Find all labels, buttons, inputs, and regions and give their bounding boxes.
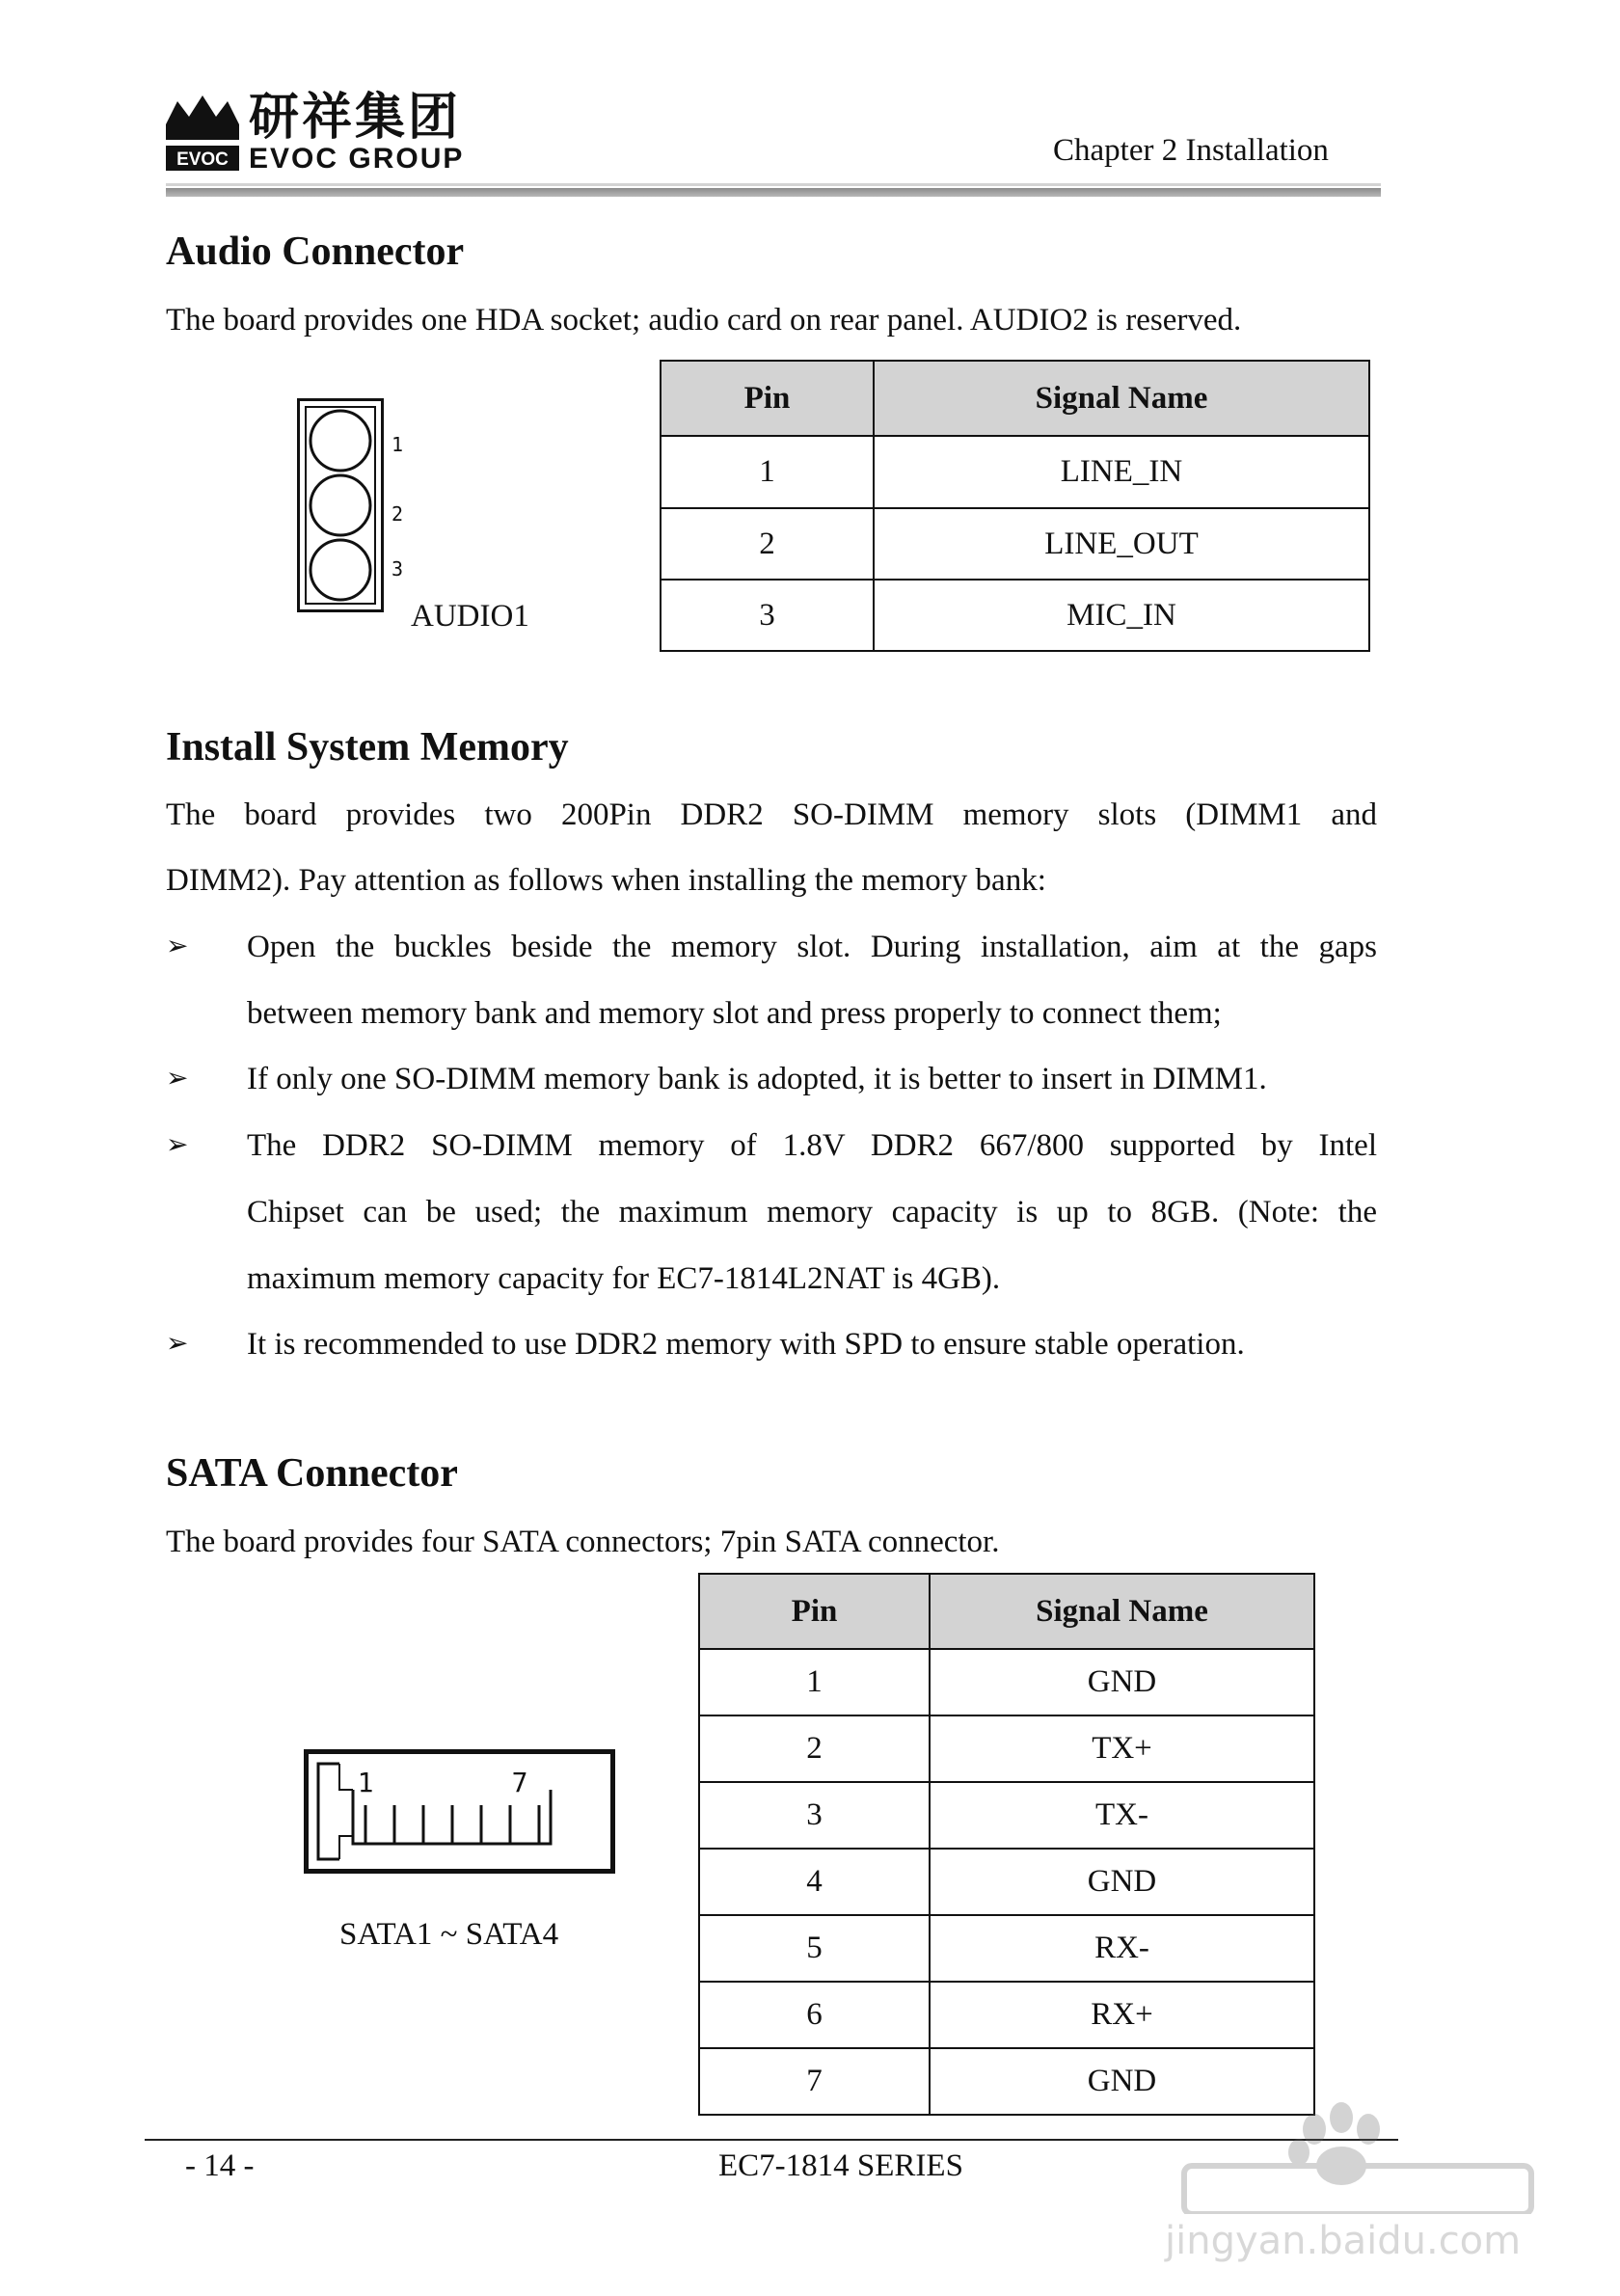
- audio-table-header-pin: Pin: [661, 361, 874, 436]
- audio-connector-diagram: [297, 398, 393, 612]
- memory-bullet1-line2: between memory bank and memory slot and press properly to connect them;: [247, 996, 1222, 1031]
- sata-pin-first-label: 1: [357, 1767, 374, 1798]
- sata-pin-cell: 2: [699, 1715, 930, 1782]
- table-row: [699, 1849, 1314, 1915]
- sata-signal-cell: TX-: [930, 1782, 1314, 1849]
- sata-signal-cell: RX-: [930, 1915, 1314, 1982]
- logo-chinese-name: 研祥集团: [249, 89, 462, 147]
- audio-signal-cell: LINE_IN: [874, 436, 1369, 508]
- memory-bullet3-line1: The DDR2 SO-DIMM memory of 1.8V DDR2 667/800 supported by Intel: [247, 1128, 1377, 1163]
- sata-table-header-signal: Signal Name: [930, 1574, 1314, 1649]
- sata-signal-cell: GND: [930, 2048, 1314, 2115]
- header-divider: [166, 183, 1381, 197]
- sata-pin-cell: 6: [699, 1982, 930, 2048]
- sata-pin-cell: 4: [699, 1849, 930, 1915]
- sata-connector-diagram: [304, 1749, 620, 1878]
- sata-signal-cell: GND: [930, 1649, 1314, 1715]
- sata-pin-table: [698, 1573, 1315, 2116]
- audio-pin-label-2: 2: [392, 502, 404, 526]
- watermark-text: jingyan.baidu.com: [1165, 2219, 1522, 2263]
- audio-pin-label-1: 1: [392, 433, 404, 456]
- table-row: [699, 1715, 1314, 1782]
- sata-pin-cell: 7: [699, 2048, 930, 2115]
- audio-signal-cell: LINE_OUT: [874, 508, 1369, 580]
- baidu-watermark: [1165, 2089, 1551, 2262]
- sata-pin-cell: 3: [699, 1782, 930, 1849]
- table-row: [661, 436, 1369, 508]
- audio-connector-label: AUDIO1: [411, 599, 529, 634]
- sata-pin-cell: 5: [699, 1915, 930, 1982]
- sata-pin-last-label: 7: [511, 1767, 528, 1798]
- page-number: - 14 -: [185, 2148, 255, 2183]
- audio-pin-cell: 2: [661, 508, 874, 580]
- logo-mark: EVOC: [176, 149, 229, 170]
- table-row: [661, 580, 1369, 651]
- sata-connector-label: SATA1 ~ SATA4: [339, 1917, 559, 1952]
- audio-pin-cell: 3: [661, 580, 874, 651]
- table-row: [661, 508, 1369, 580]
- sata-table-header-pin: Pin: [699, 1574, 930, 1649]
- table-row: [699, 1782, 1314, 1849]
- memory-bullet2-line1: If only one SO-DIMM memory bank is adopted, it is better to insert in DIMM1.: [247, 1062, 1267, 1096]
- audio-signal-cell: MIC_IN: [874, 580, 1369, 651]
- bullet-arrow-icon: ➢: [166, 1062, 189, 1094]
- memory-bullet3-line3: maximum memory capacity for EC7-1814L2NAT is 4GB).: [247, 1261, 1001, 1296]
- sata-signal-cell: RX+: [930, 1982, 1314, 2048]
- memory-intro-line1: The board provides two 200Pin DDR2 SO-DIMM memory slots (DIMM1 and: [166, 797, 1377, 832]
- sata-intro: The board provides four SATA connectors; 7pin SATA connector.: [166, 1525, 1000, 1559]
- audio-section-title: Audio Connector: [166, 230, 465, 274]
- memory-bullet1-line1: Open the buckles beside the memory slot. During installation, aim at the gaps: [247, 930, 1377, 964]
- memory-section-title: Install System Memory: [166, 725, 569, 770]
- memory-bullet3-line2: Chipset can be used; the maximum memory capacity is up to 8GB. (Note: the: [247, 1195, 1377, 1229]
- audio-pin-cell: 1: [661, 436, 874, 508]
- audio-pin-label-3: 3: [392, 557, 404, 581]
- audio-table-header-signal: Signal Name: [874, 361, 1369, 436]
- audio-intro: The board provides one HDA socket; audio card on rear panel. AUDIO2 is reserved.: [166, 303, 1242, 338]
- chapter-title: Chapter 2 Installation: [1053, 133, 1329, 168]
- bullet-arrow-icon: ➢: [166, 930, 189, 961]
- logo-english-name: EVOC GROUP: [249, 143, 465, 175]
- paw-icon: [1165, 2089, 1551, 2214]
- sata-pin-cell: 1: [699, 1649, 930, 1715]
- memory-bullet4-line1: It is recommended to use DDR2 memory with SPD to ensure stable operation.: [247, 1327, 1245, 1362]
- bullet-arrow-icon: ➢: [166, 1327, 189, 1359]
- sata-signal-cell: TX+: [930, 1715, 1314, 1782]
- table-row: [699, 1915, 1314, 1982]
- evoc-logo: [166, 95, 239, 171]
- table-row: [699, 1982, 1314, 2048]
- sata-signal-cell: GND: [930, 1849, 1314, 1915]
- memory-intro-line2: DIMM2). Pay attention as follows when installing the memory bank:: [166, 863, 1046, 898]
- audio-pin-table: [660, 360, 1370, 652]
- sata-section-title: SATA Connector: [166, 1451, 458, 1496]
- table-row: [699, 1649, 1314, 1715]
- series-name: EC7-1814 SERIES: [718, 2148, 963, 2183]
- bullet-arrow-icon: ➢: [166, 1128, 189, 1160]
